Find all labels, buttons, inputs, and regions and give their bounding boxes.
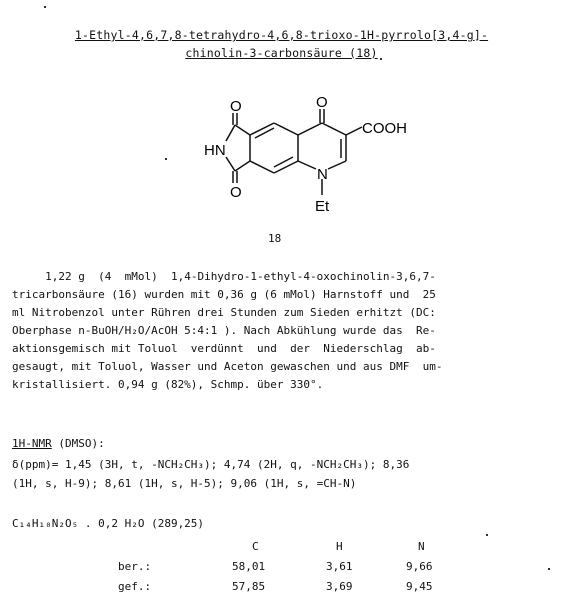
- procedure-line-2: tricarbonsäure (16) wurden mit 0,36 g (6 mMol) Harnstoff und 25: [12, 288, 436, 301]
- imide-oxygen-top-label: O: [230, 98, 242, 115]
- nmr-line-2: (1H, s, H-9); 8,61 (1H, s, H-5); 9,06 (1H, s, =CH-N): [12, 477, 357, 490]
- title-line-2: chinolin-3-carbonsäure (18): [185, 46, 378, 60]
- analysis-value: 3,61: [326, 560, 353, 573]
- nmr-label: 1H-NMR: [12, 437, 52, 450]
- scan-speck: [548, 568, 550, 570]
- analysis-value: 3,69: [326, 580, 353, 593]
- procedure-line-3: ml Nitrobenzol unter Rühren drei Stunden zum Sieden erhitzt (DC:: [12, 306, 436, 319]
- chemical-structure: [150, 95, 420, 235]
- scan-speck: [165, 158, 167, 160]
- cooh-label: COOH: [362, 120, 407, 137]
- analysis-row-label: ber.:: [118, 560, 152, 573]
- scan-speck: [380, 58, 382, 60]
- imide-oxygen-bottom-label: O: [230, 184, 242, 201]
- nmr-line-1: δ(ppm)= 1,45 (3H, t, -NCH₂CH₃); 4,74 (2H, q, -NCH₂CH₃); 8,36: [12, 458, 410, 471]
- analysis-header-n: N: [418, 540, 425, 553]
- analysis-value: 9,45: [406, 580, 433, 593]
- compound-number: 18: [268, 232, 282, 245]
- ketone-oxygen-label: O: [316, 95, 328, 111]
- quinoline-n-label: N: [317, 166, 328, 183]
- procedure-line-4: Oberphase n-BuOH/H₂O/AcOH 5:4:1 ). Nach Abkühlung wurde das Re-: [12, 324, 436, 337]
- analysis-value: 58,01: [232, 560, 266, 573]
- molecular-formula: C₁₄H₁₀N₂O₅ . 0,2 H₂O (289,25): [12, 517, 205, 530]
- analysis-value: 57,85: [232, 580, 266, 593]
- scan-speck: [44, 6, 46, 8]
- procedure-line-5: aktionsgemisch mit Toluol verdünnt und der Niederschlag ab-: [12, 342, 436, 355]
- analysis-row-label: gef.:: [118, 580, 152, 593]
- procedure-line-7: kristallisiert. 0,94 g (82%), Schmp. über 330°.: [12, 378, 324, 391]
- procedure-line-1: 1,22 g (4 mMol) 1,4-Dihydro-1-ethyl-4-oxochinolin-3,6,7-: [12, 270, 436, 283]
- imide-nh-label: HN: [204, 142, 226, 159]
- scan-speck: [486, 534, 488, 536]
- analysis-header-h: H: [336, 540, 343, 553]
- ethyl-label: Et: [315, 198, 330, 215]
- title-line-1: 1-Ethyl-4,6,7,8-tetrahydro-4,6,8-trioxo-1H-pyrrolo[3,4-g]-: [74, 28, 489, 42]
- analysis-value: 9,66: [406, 560, 433, 573]
- procedure-line-6: gesaugt, mit Toluol, Wasser und Aceton gewaschen und aus DMF um-: [12, 360, 443, 373]
- nmr-solvent: (DMSO):: [51, 437, 105, 450]
- nmr-heading: [12, 437, 105, 450]
- analysis-header-c: C: [252, 540, 259, 553]
